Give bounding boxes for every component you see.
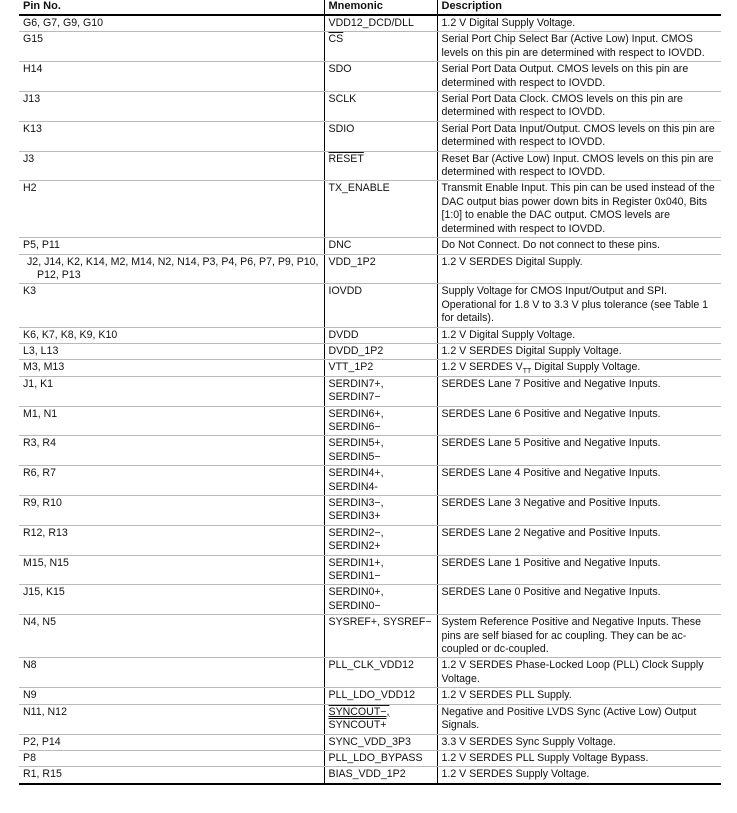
mnemonic-cell <box>324 704 437 734</box>
pin-cell: M3, M13 <box>19 360 324 376</box>
pin-cell: R6, R7 <box>19 466 324 496</box>
mnemonic-cell <box>324 436 437 466</box>
pin-cell: H14 <box>19 62 324 92</box>
table-row <box>19 238 721 254</box>
mnemonic-line: SERDIN7− <box>328 391 381 404</box>
pin-cell: N9 <box>19 688 324 704</box>
description-cell: SERDES Lane 3 Negative and Positive Inputs. <box>437 496 721 526</box>
header-pin-no: Pin No. <box>19 0 324 15</box>
table-row <box>19 284 721 327</box>
mnemonic-cell: VDD_1P2 <box>324 254 437 284</box>
description-cell: Reset Bar (Active Low) Input. CMOS levels on this pin are determined with respect to IOVDD. <box>437 151 721 181</box>
table-header-row <box>19 0 721 15</box>
mnemonic-line: SERDIN2−, <box>328 526 384 539</box>
description-cell: 1.2 V SERDES Digital Supply. <box>437 254 721 284</box>
pin-cell: K3 <box>19 284 324 327</box>
table-row <box>19 15 721 32</box>
pin-cell: R1, R15 <box>19 767 324 784</box>
mnemonic-cell: PLL_LDO_BYPASS <box>324 750 437 766</box>
pin-cell: N11, N12 <box>19 704 324 734</box>
header-mnemonic: Mnemonic <box>324 0 437 15</box>
pin-cell: K6, K7, K8, K9, K10 <box>19 327 324 343</box>
table-row <box>19 436 721 466</box>
mnemonic-cell: PLL_CLK_VDD12 <box>324 658 437 688</box>
mnemonic-line: SERDIN6+, <box>328 407 384 420</box>
description-cell: SERDES Lane 5 Positive and Negative Inputs. <box>437 436 721 466</box>
description-cell: SERDES Lane 1 Positive and Negative Inputs. <box>437 555 721 585</box>
mnemonic-line: SERDIN1+, <box>328 556 384 569</box>
description-cell: 1.2 V SERDES Supply Voltage. <box>437 767 721 784</box>
description-cell: 1.2 V Digital Supply Voltage. <box>437 15 721 32</box>
table-row <box>19 254 721 284</box>
mnemonic-cell <box>324 32 437 62</box>
table-row <box>19 615 721 658</box>
mnemonic-cell <box>324 151 437 181</box>
mnemonic-line: SERDIN7+, <box>328 377 384 390</box>
mnemonic-cell <box>324 466 437 496</box>
description-cell: Do Not Connect. Do not connect to these pins. <box>437 238 721 254</box>
mnemonic-line: SERDIN0+, <box>328 586 384 599</box>
table-row <box>19 496 721 526</box>
table-row <box>19 327 721 343</box>
pin-cell: J1, K1 <box>19 376 324 406</box>
table-row <box>19 151 721 181</box>
mnemonic-cell <box>324 406 437 436</box>
pin-cell: P2, P14 <box>19 734 324 750</box>
mnemonic-line: SERDIN0− <box>328 599 381 612</box>
mnemonic-cell: IOVDD <box>324 284 437 327</box>
description-cell: Supply Voltage for CMOS Input/Output and SPI. Operational for 1.8 V to 3.3 V plus tolerance (see Table 1 for details). <box>437 284 721 327</box>
table-row <box>19 734 721 750</box>
pin-cell <box>19 254 324 284</box>
mnemonic-cell: SDIO <box>324 121 437 151</box>
vtt-subscript: TT <box>522 368 532 376</box>
pin-cell: R9, R10 <box>19 496 324 526</box>
mnemonic-text: RESET <box>328 152 364 165</box>
description-cell: 1.2 V SERDES Phase-Locked Loop (PLL) Clock Supply Voltage. <box>437 658 721 688</box>
mnemonic-line: SERDIN1− <box>328 570 381 583</box>
mnemonic-cell <box>324 376 437 406</box>
table-row <box>19 181 721 238</box>
mnemonic-line: SERDIN5+, <box>328 437 384 450</box>
pin-cell: R3, R4 <box>19 436 324 466</box>
table-row <box>19 585 721 615</box>
mnemonic-cell: TX_ENABLE <box>324 181 437 238</box>
mnemonic-line: SERDIN6− <box>328 420 381 433</box>
pin-cell: J15, K15 <box>19 585 324 615</box>
mnemonic-cell: DVDD <box>324 327 437 343</box>
header-description: Description <box>437 0 721 15</box>
mnemonic-line: SERDIN4- <box>328 480 378 493</box>
table-row <box>19 343 721 359</box>
pin-cell: J13 <box>19 92 324 122</box>
mnemonic-cell: SYSREF+, SYSREF− <box>324 615 437 658</box>
pin-cell: J3 <box>19 151 324 181</box>
pin-cell: L3, L13 <box>19 343 324 359</box>
pin-list-text: J2, J14, K2, K14, M2, M14, N2, N14, P3, P4, P6, P7, P9, P10, P12, P13 <box>27 255 319 281</box>
description-cell: SERDES Lane 6 Positive and Negative Inputs. <box>437 406 721 436</box>
description-cell: 1.2 V SERDES PLL Supply Voltage Bypass. <box>437 750 721 766</box>
description-cell: Serial Port Data Clock. CMOS levels on this pin are determined with respect to IOVDD. <box>437 92 721 122</box>
description-cell: 1.2 V SERDES PLL Supply. <box>437 688 721 704</box>
description-cell: 1.2 V Digital Supply Voltage. <box>437 327 721 343</box>
mnemonic-cell: SYNC_VDD_3P3 <box>324 734 437 750</box>
table-row <box>19 688 721 704</box>
table-row <box>19 376 721 406</box>
description-cell: Serial Port Data Output. CMOS levels on this pin are determined with respect to IOVDD. <box>437 62 721 92</box>
mnemonic-cell: DNC <box>324 238 437 254</box>
table-row <box>19 750 721 766</box>
description-cell: SERDES Lane 2 Negative and Positive Inputs. <box>437 525 721 555</box>
mnemonic-cell: VTT_1P2 <box>324 360 437 376</box>
mnemonic-line: SERDIN4+, <box>328 467 384 480</box>
mnemonic-cell: PLL_LDO_VDD12 <box>324 688 437 704</box>
table-row <box>19 704 721 734</box>
mnemonic-cell <box>324 525 437 555</box>
table-row <box>19 32 721 62</box>
description-cell <box>437 360 721 376</box>
pin-cell: N4, N5 <box>19 615 324 658</box>
table-row <box>19 525 721 555</box>
description-cell: Transmit Enable Input. This pin can be used instead of the DAC output bias power down bits in Register 0x040, Bits [1:0] to enable the DAC output. CMOS levels are determined with respect to IOVDD. <box>437 181 721 238</box>
table-row <box>19 92 721 122</box>
pin-cell: N8 <box>19 658 324 688</box>
mnemonic-cell: BIAS_VDD_1P2 <box>324 767 437 784</box>
pin-cell: P8 <box>19 750 324 766</box>
description-suffix: Digital Supply Voltage. <box>534 361 641 374</box>
table-row <box>19 658 721 688</box>
mnemonic-cell <box>324 496 437 526</box>
pin-function-table <box>19 0 721 785</box>
description-cell: SERDES Lane 7 Positive and Negative Inputs. <box>437 376 721 406</box>
pin-cell: H2 <box>19 181 324 238</box>
table-row <box>19 62 721 92</box>
table-row <box>19 555 721 585</box>
mnemonic-cell <box>324 585 437 615</box>
description-cell: SERDES Lane 0 Positive and Negative Inputs. <box>437 585 721 615</box>
mnemonic-cell: VDD12_DCD/DLL <box>324 15 437 32</box>
mnemonic-line: SERDIN3+ <box>328 510 381 523</box>
mnemonic-cell: SDO <box>324 62 437 92</box>
mnemonic-cell: DVDD_1P2 <box>324 343 437 359</box>
mnemonic-cell <box>324 555 437 585</box>
table-row <box>19 406 721 436</box>
mnemonic-line: SERDIN5− <box>328 450 381 463</box>
description-cell: Serial Port Chip Select Bar (Active Low) Input. CMOS levels on this pin are determined with respect to IOVDD. <box>437 32 721 62</box>
table-row <box>19 121 721 151</box>
description-cell: System Reference Positive and Negative Inputs. These pins are self biased for ac coupling. They can be ac-coupled or dc-coupled. <box>437 615 721 658</box>
pin-cell: G6, G7, G9, G10 <box>19 15 324 32</box>
mnemonic-line: SYNCOUT−, <box>328 705 390 718</box>
description-cell: SERDES Lane 4 Positive and Negative Inputs. <box>437 466 721 496</box>
mnemonic-line: SERDIN3−, <box>328 497 384 509</box>
mnemonic-cell: SCLK <box>324 92 437 122</box>
pin-cell: R12, R13 <box>19 525 324 555</box>
pin-cell: M1, N1 <box>19 406 324 436</box>
pin-cell: P5, P11 <box>19 238 324 254</box>
description-cell: 3.3 V SERDES Sync Supply Voltage. <box>437 734 721 750</box>
description-cell: Negative and Positive LVDS Sync (Active Low) Output Signals. <box>437 704 721 734</box>
mnemonic-line: SERDIN2+ <box>328 540 381 553</box>
pin-cell: G15 <box>19 32 324 62</box>
description-prefix: 1.2 V SERDES V <box>441 361 523 374</box>
table-row <box>19 466 721 496</box>
mnemonic-text: $\overline{CS}$ <box>328 33 344 46</box>
pin-cell: M15, N15 <box>19 555 324 585</box>
description-cell: 1.2 V SERDES Digital Supply Voltage. <box>437 343 721 359</box>
mnemonic-line: SYNCOUT+ <box>328 719 387 732</box>
table-row <box>19 360 721 376</box>
description-cell: Serial Port Data Input/Output. CMOS levels on this pin are determined with respect to IOVDD. <box>437 121 721 151</box>
pin-cell: K13 <box>19 121 324 151</box>
table-row <box>19 767 721 784</box>
